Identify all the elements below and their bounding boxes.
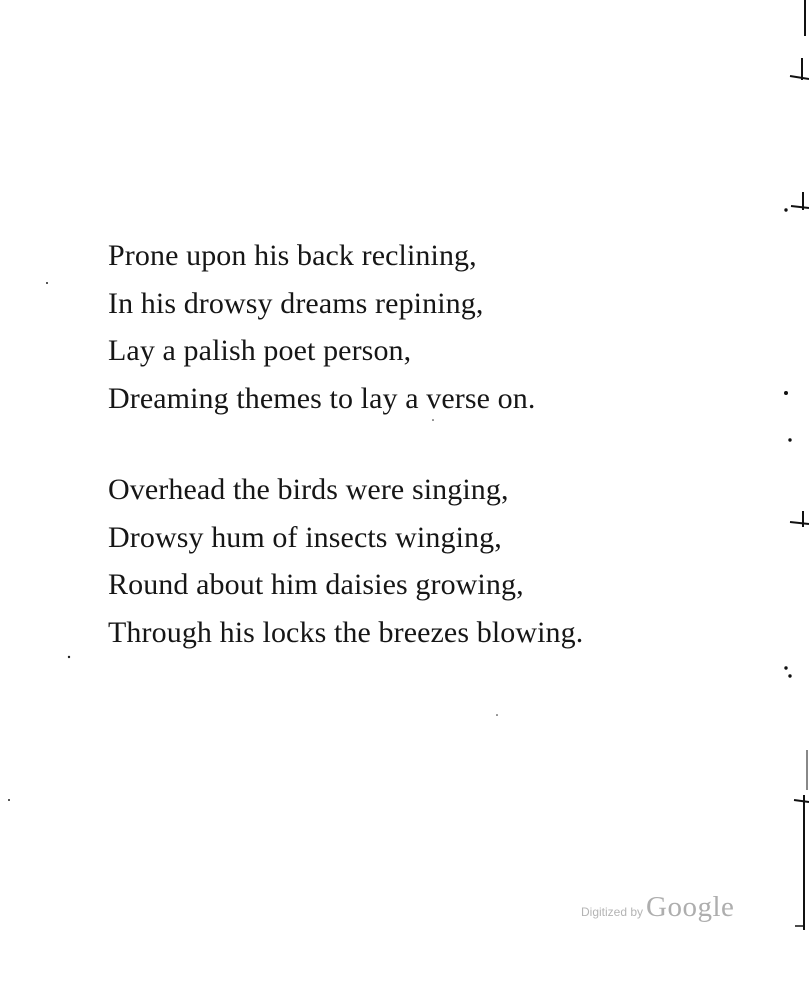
right-edge-ticks	[785, 0, 809, 930]
google-logo-text: Google	[646, 891, 735, 923]
poem-line-6: Drowsy hum of insects winging,	[108, 520, 502, 554]
digitized-watermark	[581, 891, 734, 931]
poem-line-4: Dreaming themes to lay a verse on.	[108, 381, 536, 415]
watermark-prefix: Digitized by	[581, 905, 644, 919]
poem-line-7: Round about him daisies growing,	[108, 568, 524, 601]
poem-line-8: Through his locks the breezes blowing.	[108, 615, 584, 649]
poem-text	[108, 232, 748, 656]
poem-line-1: Prone upon his back reclining,	[108, 239, 477, 272]
poem-stanza-2	[108, 466, 748, 656]
poem-line-5: Overhead the birds were singing,	[108, 473, 509, 506]
poem-line-2: In his drowsy dreams repining,	[108, 286, 484, 320]
poem-line-3: Lay a palish poet person,	[108, 334, 412, 367]
poem-stanza-1	[108, 232, 748, 422]
